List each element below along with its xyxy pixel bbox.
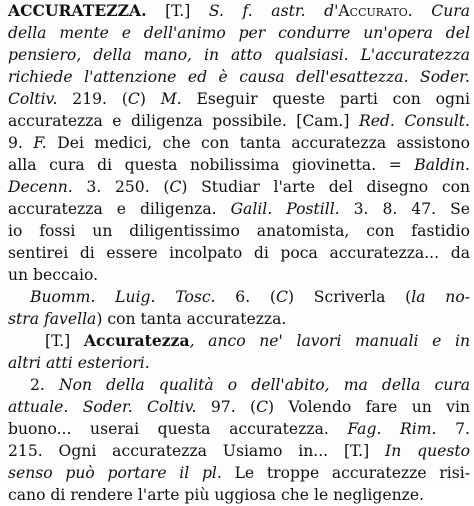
italic-text: Baldin. <box>414 156 470 174</box>
small-caps-text: Accurato <box>338 2 408 20</box>
text-segment: ) Volendo fare un vin <box>268 398 471 416</box>
text-segment: accuratezza e diligenza. <box>8 200 231 218</box>
text-line <box>0 462 474 484</box>
text-segment: 9. <box>8 134 34 152</box>
text-segment: io fossi un diligentissimo anatomista, con fastidio <box>8 222 470 240</box>
text-line <box>0 132 474 154</box>
text-segment: 7. <box>436 420 470 438</box>
text-segment: 6. ( <box>215 288 276 306</box>
italic-text: C <box>276 288 288 306</box>
italic-text: d' <box>305 2 339 20</box>
italic-text: , anco ne' lavori manuali e in <box>189 332 470 350</box>
text-line <box>0 66 474 88</box>
text-line <box>0 176 474 198</box>
text-line <box>0 154 474 176</box>
text-segment: [T.] <box>146 2 209 20</box>
text-segment: 97. ( <box>196 398 257 416</box>
text-line <box>0 242 474 264</box>
text-segment: 215. Ogni accuratezza Usiamo in... [T.] <box>8 442 386 460</box>
text-segment: 3. 250. ( <box>72 178 170 196</box>
text-segment: sentirei di essere incolpato di poca accuratezza... da <box>8 244 470 262</box>
text-segment: ) <box>139 90 161 108</box>
italic-text: senso può portare il pl. <box>8 464 222 482</box>
text-line <box>0 0 474 22</box>
italic-text: attuale. Soder. Coltiv. <box>8 398 197 416</box>
text-line <box>0 110 474 132</box>
italic-text: Non della qualità o dell'abito, ma della cura <box>59 376 470 394</box>
italic-text: altri atti esteriori. <box>8 354 150 372</box>
italic-text: . Cura <box>407 2 470 20</box>
text-segment: ) con tanta accuratezza. <box>96 310 287 328</box>
text-segment: [T.] <box>45 332 84 350</box>
text-segment: Dei medici, che con tanta accuratezza assistono <box>46 134 471 152</box>
text-line <box>0 396 474 418</box>
text-line <box>0 220 474 242</box>
italic-text: pensiero, della mano, in atto qualsiasi. L'accuratezza <box>8 46 470 64</box>
italic-text: Coltiv. <box>8 90 58 108</box>
italic-text: F. <box>33 134 47 152</box>
text-line <box>0 330 474 352</box>
italic-text: stra favella <box>8 310 97 328</box>
italic-text: della mente e dell'animo per condurre un'opera del <box>8 24 470 42</box>
text-segment: 2. <box>30 376 59 394</box>
text-segment: alla cura di questa nobilissima giovinetta. = <box>8 156 415 174</box>
italic-text: M. <box>160 90 182 108</box>
italic-text: C <box>256 398 269 416</box>
headword: Accuratezza <box>83 331 190 350</box>
text-segment: accuratezza e diligenza possibile. [Cam.] <box>8 112 359 130</box>
italic-text: Galil. Postill. <box>230 200 340 218</box>
headword: ACCURATEZZA. <box>8 1 147 20</box>
italic-text: richiede l'attenzione ed è causa dell'esattezza. Soder. <box>8 68 470 86</box>
italic-text: C <box>127 90 140 108</box>
text-line <box>0 88 474 110</box>
text-line <box>0 352 474 374</box>
text-line <box>0 484 474 506</box>
text-segment: ) Scriverla ( <box>287 288 412 306</box>
text-segment: ) Studiar l'arte del disegno con <box>181 178 470 196</box>
italic-text: S. f. astr. <box>208 2 306 20</box>
text-line <box>0 418 474 440</box>
text-segment: 3. 8. 47. Se <box>339 200 470 218</box>
text-line <box>0 374 474 396</box>
text-line <box>0 308 474 330</box>
text-line <box>0 440 474 462</box>
text-segment: cano di rendere l'arte più uggiosa che le negligenze. <box>8 486 425 504</box>
italic-text: la no- <box>411 288 470 306</box>
text-line <box>0 44 474 66</box>
text-segment: Le troppe accuratezze risi- <box>221 464 470 482</box>
text-segment: 219. ( <box>57 90 128 108</box>
text-line <box>0 22 474 44</box>
italic-text: In questo <box>385 442 470 460</box>
italic-text: Red. Consult. <box>358 112 470 130</box>
italic-text: C <box>169 178 182 196</box>
text-line <box>0 286 474 308</box>
text-segment: un beccaio. <box>8 266 99 284</box>
italic-text: Fag. Rim. <box>347 420 437 438</box>
text-line <box>0 264 474 286</box>
text-segment: Eseguir queste parti con ogni <box>181 90 471 108</box>
italic-text: Decenn. <box>8 178 73 196</box>
text-line <box>0 198 474 220</box>
italic-text: Buomm. Luig. Tosc. <box>30 288 216 306</box>
text-segment: buono... userai questa accuratezza. <box>8 420 348 438</box>
